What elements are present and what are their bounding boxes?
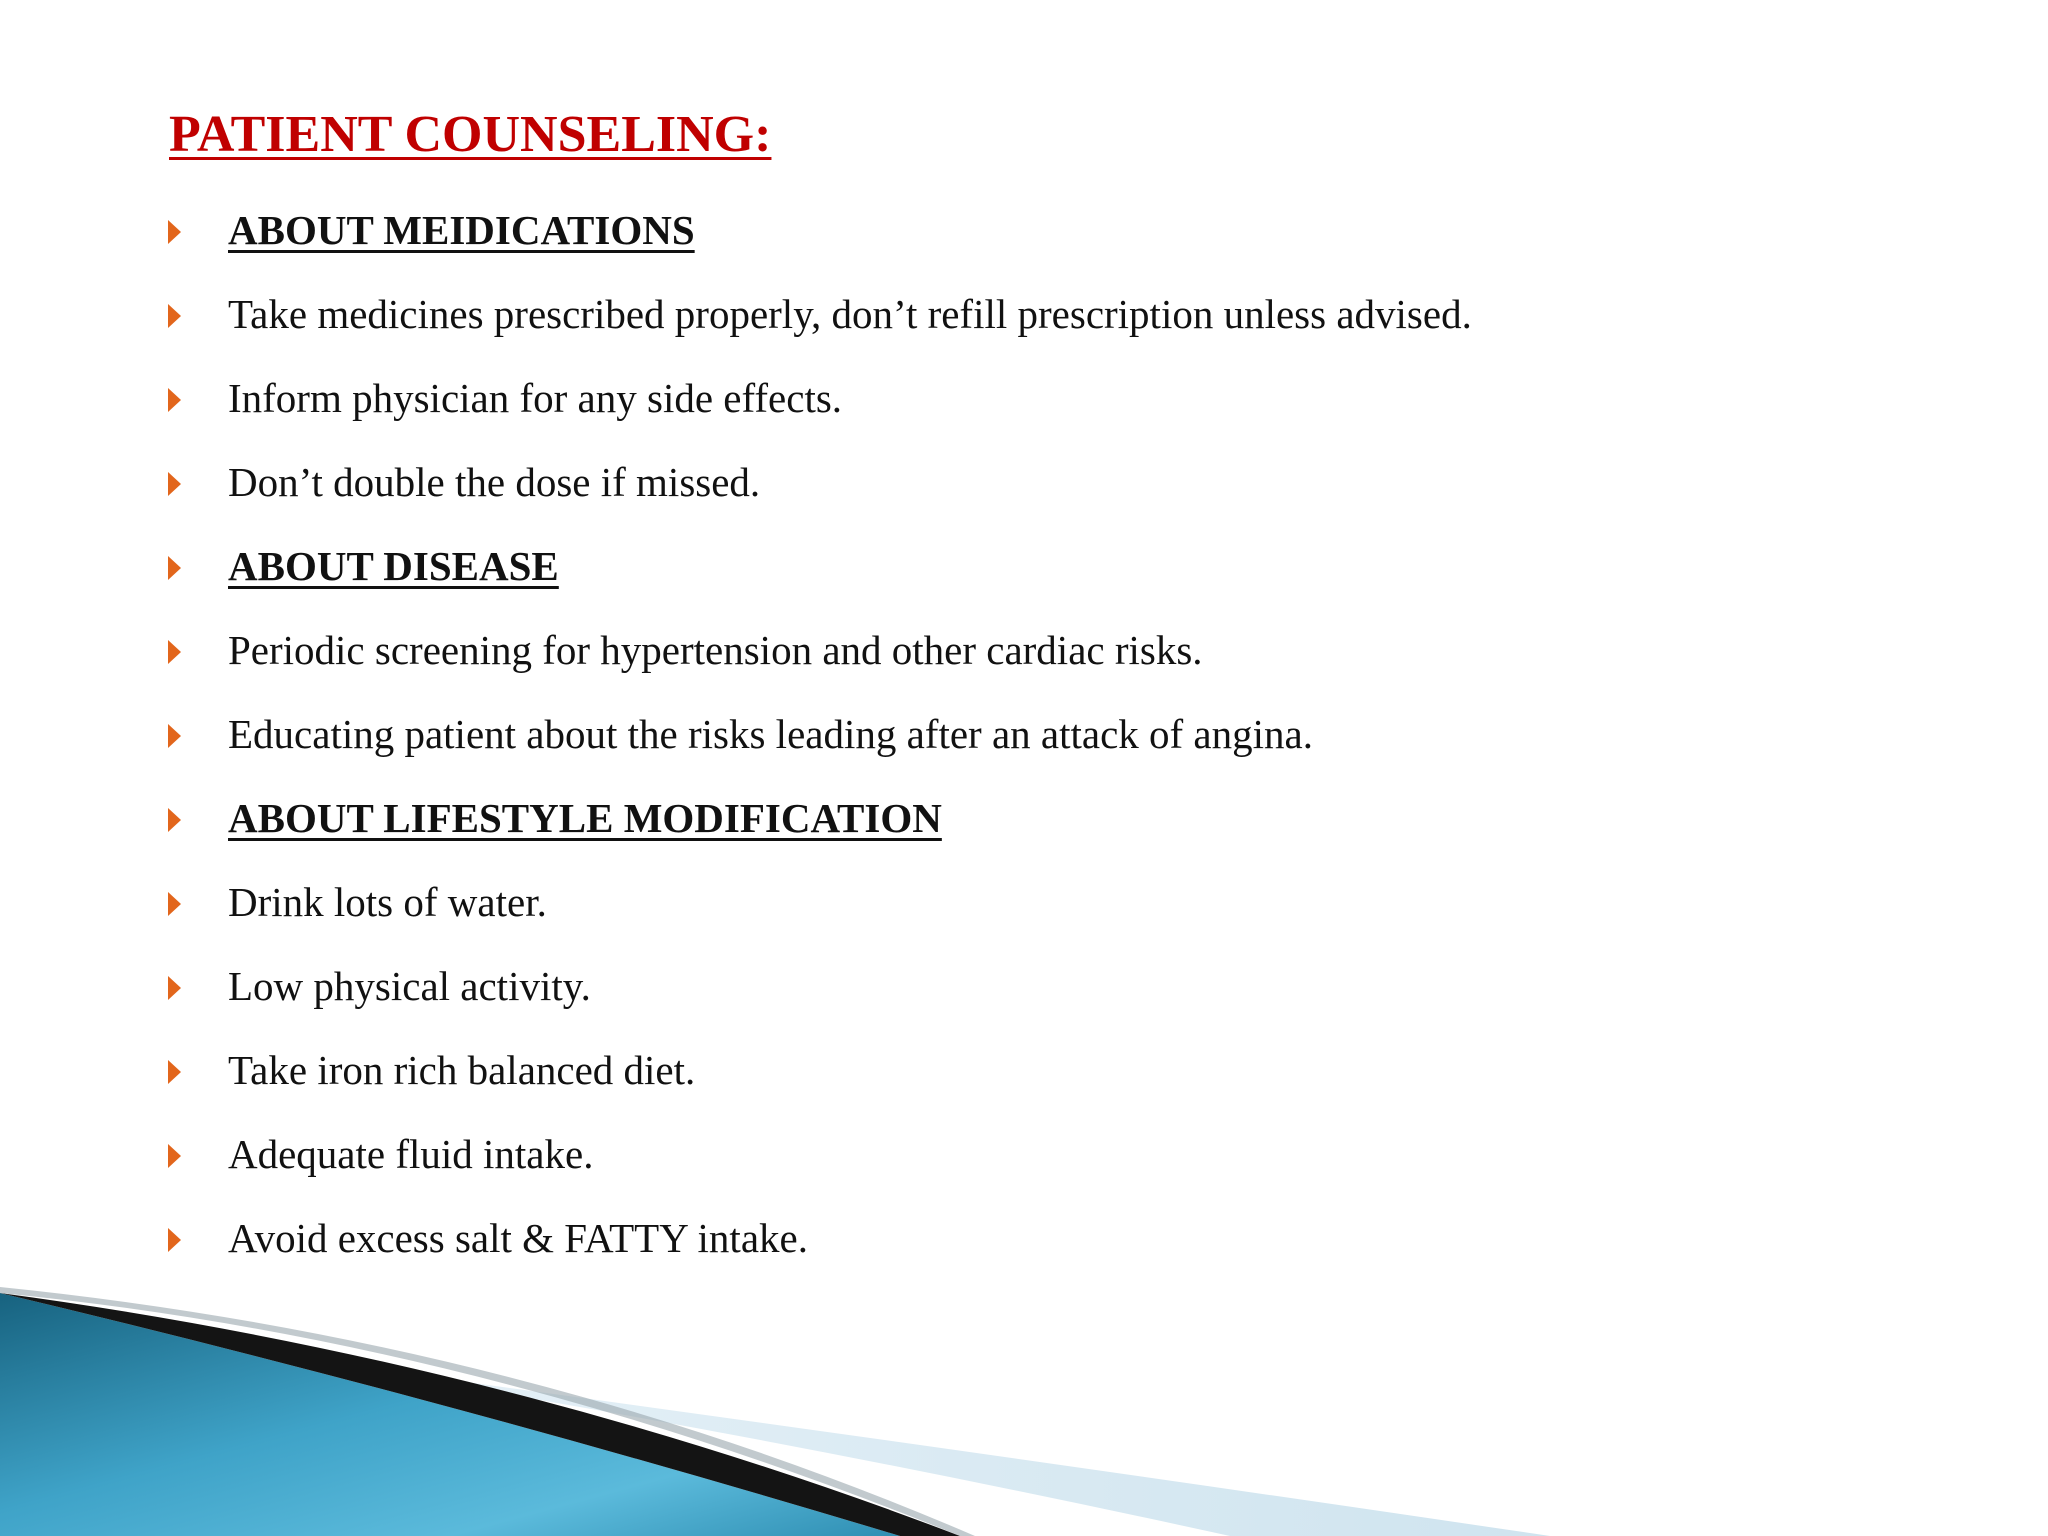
list-item: [0, 1114, 2048, 1198]
bullet-heading-lifestyle: [0, 778, 2048, 862]
triangle-right-icon: [168, 556, 181, 580]
triangle-right-icon: [168, 640, 181, 664]
bullet-text: Low physical activity.: [228, 963, 591, 1009]
triangle-right-icon: [168, 976, 181, 1000]
triangle-right-icon: [168, 304, 181, 328]
bullet-text: ABOUT MEIDICATIONS: [228, 207, 695, 253]
swoosh-highlight: [0, 1287, 975, 1536]
bullet-text: Inform physician for any side effects.: [228, 375, 843, 421]
triangle-right-icon: [168, 472, 181, 496]
triangle-right-icon: [168, 1228, 181, 1252]
bullet-heading-disease: [0, 526, 2048, 610]
triangle-right-icon: [168, 892, 181, 916]
bullet-text: Don’t double the dose if missed.: [228, 459, 761, 505]
triangle-right-icon: [168, 220, 181, 244]
bullet-text: Educating patient about the risks leading after an attack of angina.: [228, 711, 1313, 757]
bullet-text: ABOUT DISEASE: [228, 543, 559, 589]
list-item: [0, 694, 2048, 778]
triangle-right-icon: [168, 388, 181, 412]
list-item: [0, 1030, 2048, 1114]
bullet-text: Drink lots of water.: [228, 879, 547, 925]
bullet-text: ABOUT LIFESTYLE MODIFICATION: [228, 795, 942, 841]
list-item: [0, 358, 2048, 442]
triangle-right-icon: [168, 1144, 181, 1168]
triangle-right-icon: [168, 1060, 181, 1084]
swoosh-blue-band: [0, 1293, 900, 1536]
swoosh-light-band: [230, 1350, 1550, 1536]
bullet-list: [0, 190, 2048, 1282]
list-item: [0, 946, 2048, 1030]
swoosh-dark-band: [0, 1293, 960, 1536]
list-item: [0, 1198, 2048, 1282]
triangle-right-icon: [168, 724, 181, 748]
bullet-text: Take iron rich balanced diet.: [228, 1047, 696, 1093]
list-item: [0, 274, 2048, 358]
bullet-heading-medications: [0, 190, 2048, 274]
triangle-right-icon: [168, 808, 181, 832]
bullet-text: Take medicines prescribed properly, don’t refill prescription unless advised.: [228, 291, 1472, 337]
bullet-text: Avoid excess salt & FATTY intake.: [228, 1215, 808, 1261]
bullet-text: Adequate fluid intake.: [228, 1131, 594, 1177]
list-item: [0, 610, 2048, 694]
slide-title: PATIENT COUNSELING:: [169, 106, 772, 163]
list-item: [0, 862, 2048, 946]
list-item: [0, 442, 2048, 526]
bullet-text: Periodic screening for hypertension and other cardiac risks.: [228, 627, 1203, 673]
